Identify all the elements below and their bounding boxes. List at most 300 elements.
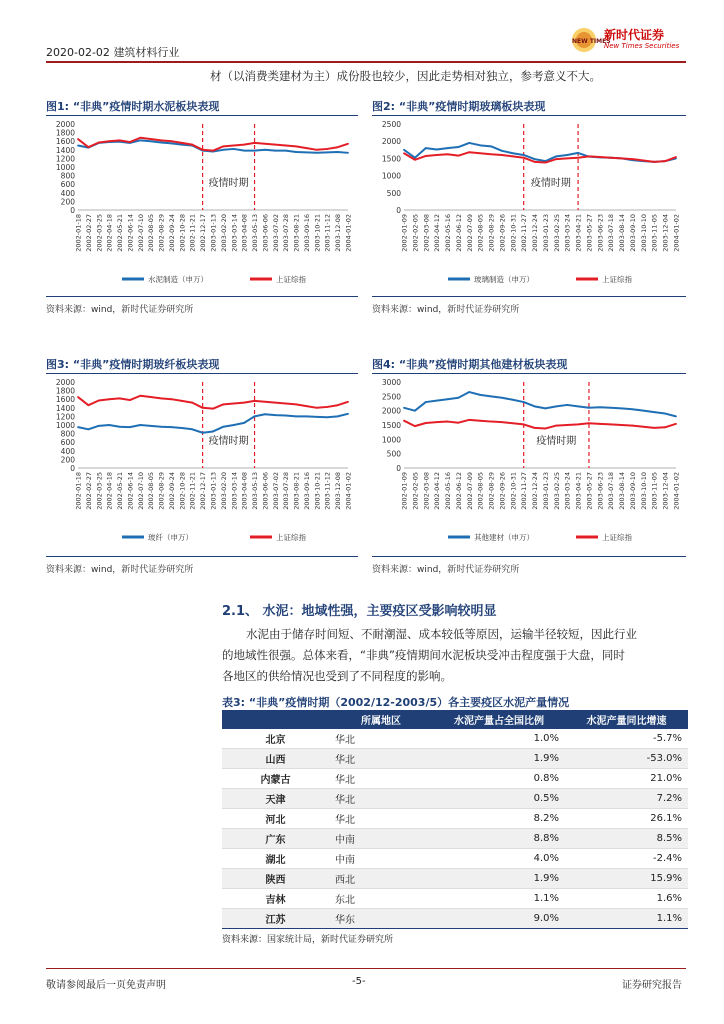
data-point (119, 426, 121, 428)
table-cell: 1.1% (433, 889, 565, 909)
x-tick-label: 2002-10-28 (178, 214, 187, 252)
series-line-0 (78, 414, 348, 433)
y-tick-label: 500 (386, 188, 401, 198)
x-tick-label: 2002-02-05 (411, 214, 420, 252)
table-source: 资料来源：国家统计局，新时代证券研究所 (222, 935, 394, 945)
x-tick-label: 2003-06-06 (261, 472, 270, 510)
data-point (479, 394, 481, 396)
data-point (87, 146, 89, 148)
x-tick-label: 2003-06-23 (596, 214, 605, 252)
data-point (632, 408, 634, 410)
table-header-cell (222, 710, 329, 729)
x-tick-label: 2003-05-13 (251, 472, 260, 510)
data-point (621, 424, 623, 426)
header-divider (46, 61, 686, 63)
data-point (512, 155, 514, 157)
table-cell: 东北 (329, 889, 433, 909)
table-cell: 21.0% (565, 769, 688, 789)
x-tick-label: 2003-03-14 (230, 214, 239, 252)
y-tick-label: 1600 (55, 137, 75, 147)
data-point (347, 143, 349, 145)
data-point (326, 406, 328, 408)
x-tick-label: 2003-11-12 (323, 214, 332, 252)
y-tick-label: 1200 (55, 154, 75, 164)
x-tick-label: 2002-09-24 (167, 214, 176, 252)
x-tick-label: 2003-09-10 (628, 472, 637, 510)
table-cell: 26.1% (565, 809, 688, 829)
data-point (610, 157, 612, 159)
data-point (468, 142, 470, 144)
data-point (534, 158, 536, 160)
y-tick-label: 200 (60, 455, 75, 465)
x-tick-label: 2003-08-14 (618, 214, 627, 252)
data-point (171, 426, 173, 428)
data-point (129, 399, 131, 401)
data-point (233, 148, 235, 150)
data-point (274, 144, 276, 146)
data-point (490, 145, 492, 147)
table-cell: 0.5% (433, 789, 565, 809)
figure-3-title (46, 356, 219, 372)
data-point (501, 397, 503, 399)
table-cell: 湖北 (222, 849, 329, 869)
data-point (653, 427, 655, 429)
data-point (403, 407, 405, 409)
data-point (664, 413, 666, 415)
x-tick-label: 2002-08-05 (147, 214, 156, 252)
table-cell: 内蒙古 (222, 769, 329, 789)
x-tick-label: 2003-07-02 (271, 213, 280, 252)
x-tick-label: 2002-02-05 (411, 472, 420, 510)
x-tick-label: 2002-09-26 (498, 472, 507, 510)
data-point (664, 160, 666, 162)
data-point (77, 396, 79, 398)
data-point (87, 404, 89, 406)
x-tick-label: 2003-05-13 (251, 214, 260, 252)
table-title: 表3: “非典”疫情时期（2002/12-2003/5）各主要疫区水泥产量情况 (222, 696, 570, 709)
data-point (555, 158, 557, 160)
x-tick-label: 2003-11-05 (650, 214, 659, 252)
data-point (254, 400, 256, 402)
data-point (306, 416, 308, 418)
data-point (202, 432, 204, 434)
x-tick-label: 2002-11-27 (520, 472, 529, 510)
table-cell: -2.4% (565, 849, 688, 869)
data-point (458, 397, 460, 399)
data-point (295, 145, 297, 147)
data-point (202, 407, 204, 409)
data-point (316, 416, 318, 418)
x-tick-label: 2003-10-10 (639, 214, 648, 252)
data-point (160, 426, 162, 428)
figure-3-bottom-rule (46, 556, 358, 557)
x-tick-label: 2003-07-28 (282, 472, 291, 510)
data-point (501, 421, 503, 423)
x-tick-label: 2002-05-21 (116, 472, 125, 510)
data-point (479, 420, 481, 422)
data-point (295, 151, 297, 153)
data-point (490, 153, 492, 155)
y-tick-label: 600 (60, 438, 75, 448)
data-point (181, 142, 183, 144)
x-tick-label: 2002-05-16 (444, 472, 453, 510)
data-point (653, 411, 655, 413)
table-cell: 4.0% (433, 849, 565, 869)
data-point (212, 408, 214, 410)
y-tick-label: 2500 (381, 392, 401, 402)
data-point (222, 145, 224, 147)
data-point (254, 150, 256, 152)
data-point (98, 400, 100, 402)
table-cell: 山西 (222, 749, 329, 769)
table-header-cell: 所属地区 (329, 710, 433, 729)
table-cell: 北京 (222, 729, 329, 749)
x-tick-label: 2003-09-10 (628, 214, 637, 252)
data-point (150, 396, 152, 398)
logo-text: NEW TIMES (572, 38, 611, 45)
data-point (191, 402, 193, 404)
y-tick-label: 1800 (55, 386, 75, 396)
y-tick-label: 0 (70, 206, 75, 215)
y-tick-label: 1500 (381, 154, 401, 164)
data-point (458, 155, 460, 157)
data-point (306, 405, 308, 407)
data-point (119, 139, 121, 141)
data-point (171, 398, 173, 400)
data-point (512, 399, 514, 401)
table-cell: 1.1% (565, 909, 688, 929)
legend-label: 玻璃制造（申万） (474, 275, 534, 284)
figure-2-bottom-rule (372, 296, 686, 297)
figure-4-title (372, 356, 567, 372)
data-point (675, 416, 677, 418)
data-point (479, 144, 481, 146)
data-point (588, 155, 590, 157)
data-point (621, 407, 623, 409)
data-point (403, 149, 405, 151)
x-tick-label: 2002-01-18 (74, 472, 83, 510)
report-date: 2020-02-02 (46, 46, 110, 59)
x-tick-label: 2002-09-26 (498, 214, 507, 252)
figure-4-text: “非典”疫情时期其他建材板块表现 (398, 358, 568, 371)
data-point (264, 413, 266, 415)
figure-1-num: 图1: (46, 100, 70, 113)
legend-label: 其他建材（申万） (474, 533, 534, 542)
table-cell: 8.2% (433, 809, 565, 829)
x-tick-label: 2002-12-17 (199, 214, 208, 252)
y-tick-label: 3000 (381, 378, 401, 387)
table-cell: 9.0% (433, 909, 565, 929)
data-point (414, 159, 416, 161)
x-tick-label: 2002-10-31 (509, 472, 518, 510)
data-point (403, 152, 405, 154)
data-point (501, 154, 503, 156)
x-tick-label: 2002-04-12 (433, 214, 442, 252)
x-tick-label: 2003-07-02 (271, 472, 280, 510)
table-row (222, 909, 688, 929)
figure-1-chart (46, 118, 358, 290)
figure-2-title (372, 98, 545, 114)
data-point (222, 403, 224, 405)
table-row (222, 829, 688, 849)
paragraph-line-1: 水泥由于储存时间短、不耐潮湿、成本较低等原因，运输半径较短，因此行业 (246, 627, 637, 641)
data-point (577, 157, 579, 159)
data-point (479, 152, 481, 154)
data-point (108, 424, 110, 426)
legend-label: 上证综指 (276, 533, 306, 542)
x-tick-label: 2002-04-18 (105, 214, 114, 252)
table-cell: 中南 (329, 849, 433, 869)
report-date-industry (46, 44, 179, 60)
data-point (191, 144, 193, 146)
x-tick-label: 2003-03-14 (230, 472, 239, 510)
table-header-row (222, 710, 688, 729)
data-point (295, 403, 297, 405)
x-tick-label: 2003-11-12 (323, 472, 332, 510)
data-point (425, 155, 427, 157)
table-cell: 华北 (329, 789, 433, 809)
figure-1-source: 资料来源：wind，新时代证券研究所 (46, 305, 194, 315)
figure-3-rule (46, 373, 358, 374)
data-point (414, 410, 416, 412)
data-point (555, 425, 557, 427)
x-tick-label: 2003-02-20 (219, 472, 228, 510)
x-tick-label: 2003-10-21 (313, 214, 322, 252)
x-tick-label: 2003-02-20 (219, 214, 228, 252)
data-point (337, 404, 339, 406)
x-tick-label: 2002-06-12 (454, 214, 463, 252)
data-point (77, 145, 79, 147)
table-cell: 8.5% (565, 829, 688, 849)
data-point (490, 421, 492, 423)
data-point (295, 416, 297, 418)
figure-2-text: “非典”疫情时期玻璃板块表现 (398, 100, 546, 113)
x-tick-label: 2003-04-08 (240, 472, 249, 510)
series-line-0 (404, 392, 676, 416)
data-point (447, 147, 449, 149)
figure-2-chart (372, 118, 686, 290)
data-point (150, 138, 152, 140)
data-point (653, 161, 655, 163)
data-point (181, 427, 183, 429)
data-point (610, 424, 612, 426)
x-tick-label: 2002-05-16 (444, 214, 453, 252)
data-point (243, 150, 245, 152)
data-point (98, 425, 100, 427)
x-tick-label: 2003-11-05 (650, 472, 659, 510)
x-tick-label: 2002-05-21 (116, 214, 125, 252)
data-point (274, 150, 276, 152)
data-point (425, 147, 427, 149)
data-point (171, 142, 173, 144)
data-point (191, 428, 193, 430)
data-point (233, 145, 235, 147)
y-tick-label: 1600 (55, 395, 75, 405)
table-cell: 华东 (329, 909, 433, 929)
data-point (139, 395, 141, 397)
x-tick-label: 2002-12-24 (531, 214, 540, 252)
x-tick-label: 2003-12-04 (661, 214, 670, 252)
data-point (264, 143, 266, 145)
x-tick-label: 2003-01-23 (541, 214, 550, 252)
x-tick-label: 2003-04-08 (240, 214, 249, 252)
data-point (264, 401, 266, 403)
data-point (326, 148, 328, 150)
data-point (160, 139, 162, 141)
epidemic-annotation: 疫情时期 (536, 436, 577, 447)
data-point (108, 140, 110, 142)
data-point (642, 160, 644, 162)
x-tick-label: 2003-09-16 (302, 472, 311, 510)
data-point (274, 414, 276, 416)
data-point (632, 425, 634, 427)
data-point (403, 420, 405, 422)
y-tick-label: 2000 (55, 378, 75, 387)
x-tick-label: 2002-06-12 (454, 472, 463, 510)
table-cell: 1.6% (565, 889, 688, 909)
data-point (566, 424, 568, 426)
x-tick-label: 2002-12-24 (531, 472, 540, 510)
brand-name: 新时代证券 (604, 28, 665, 42)
data-point (458, 146, 460, 148)
x-tick-label: 2002-11-21 (188, 472, 197, 510)
figure-4-source: 资料来源：wind，新时代证券研究所 (372, 565, 520, 575)
table-cell: 华北 (329, 769, 433, 789)
table-header-cell: 水泥产量占全国比例 (433, 710, 565, 729)
figure-3-num: 图3: (46, 358, 70, 371)
x-tick-label: 2003-04-21 (574, 472, 583, 510)
x-tick-label: 2003-07-18 (607, 214, 616, 252)
epidemic-annotation: 疫情时期 (208, 436, 249, 447)
table-cell: 河北 (222, 809, 329, 829)
intro-text: 材（以消费类建材为主）成份股也较少，因此走势相对独立，参考意义不大。 (210, 69, 601, 83)
data-point (222, 149, 224, 151)
x-tick-label: 2004-01-02 (672, 472, 681, 510)
table-cell: 中南 (329, 829, 433, 849)
data-point (512, 422, 514, 424)
data-point (316, 407, 318, 409)
x-tick-label: 2002-07-09 (465, 214, 474, 252)
series-line-1 (404, 420, 676, 429)
x-tick-label: 2002-08-29 (157, 472, 166, 510)
data-point (599, 156, 601, 158)
series-line-1 (78, 396, 348, 409)
data-point (87, 428, 89, 430)
data-point (306, 147, 308, 149)
y-tick-label: 1000 (381, 171, 401, 181)
footer-divider (46, 968, 686, 969)
data-point (534, 405, 536, 407)
data-point (119, 397, 121, 399)
data-point (181, 400, 183, 402)
figure-2-num: 图2: (372, 100, 396, 113)
table-row (222, 809, 688, 829)
x-tick-label: 2003-02-25 (552, 214, 561, 252)
data-point (436, 400, 438, 402)
x-tick-label: 2002-08-29 (487, 472, 496, 510)
data-point (425, 422, 427, 424)
x-tick-label: 2002-01-18 (74, 214, 83, 252)
x-tick-label: 2003-01-23 (541, 472, 550, 510)
data-point (347, 413, 349, 415)
data-point (129, 141, 131, 143)
data-point (642, 426, 644, 428)
table-header-cell: 水泥产量同比增速 (565, 710, 688, 729)
y-tick-label: 1000 (55, 163, 75, 172)
data-point (77, 138, 79, 140)
x-tick-label: 2003-03-24 (563, 214, 572, 252)
y-tick-label: 1000 (55, 421, 75, 430)
x-tick-label: 2002-03-08 (422, 472, 431, 510)
x-tick-label: 2003-04-21 (574, 214, 583, 252)
x-tick-label: 2004-01-02 (672, 214, 681, 252)
x-tick-label: 2003-03-24 (563, 472, 572, 510)
y-tick-label: 2000 (381, 406, 401, 416)
data-point (555, 155, 557, 157)
x-tick-label: 2002-06-14 (126, 472, 135, 510)
figure-4-num: 图4: (372, 358, 396, 371)
y-tick-label: 800 (60, 429, 75, 439)
table-cell: 广东 (222, 829, 329, 849)
x-tick-label: 2002-09-24 (167, 472, 176, 510)
data-point (77, 426, 79, 428)
x-tick-label: 2003-12-08 (334, 214, 343, 252)
data-point (98, 142, 100, 144)
table-cell: 7.2% (565, 789, 688, 809)
data-point (458, 422, 460, 424)
table-cell: -5.7% (565, 729, 688, 749)
data-point (139, 424, 141, 426)
x-tick-label: 2003-07-28 (282, 214, 291, 252)
data-point (233, 403, 235, 405)
paragraph-line-2: 的地域性很强。总体来看，“非典”疫情期间水泥板块受冲击程度强于大盘，同时 (222, 648, 625, 662)
data-point (316, 149, 318, 151)
data-point (337, 151, 339, 153)
table-row (222, 769, 688, 789)
data-point (447, 398, 449, 400)
figure-1-title (46, 98, 219, 114)
data-point (347, 152, 349, 154)
x-tick-label: 2003-08-14 (618, 472, 627, 510)
figure-3-text: “非典”疫情时期玻纤板块表现 (72, 358, 220, 371)
data-point (139, 139, 141, 141)
y-tick-label: 1000 (381, 435, 401, 445)
legend-label: 玻纤（申万） (148, 533, 193, 542)
x-tick-label: 2002-01-09 (400, 472, 409, 510)
data-point (610, 407, 612, 409)
figure-4-rule (372, 373, 686, 374)
x-tick-label: 2003-08-21 (292, 213, 301, 252)
data-point (675, 156, 677, 158)
data-point (171, 140, 173, 142)
data-point (577, 152, 579, 154)
x-tick-label: 2002-11-21 (188, 214, 197, 252)
x-tick-label: 2003-10-10 (639, 472, 648, 510)
table-cell: 1.9% (433, 869, 565, 889)
brand-name-en: New Times Securities (604, 42, 680, 50)
data-point (285, 150, 287, 152)
legend-label: 上证综指 (602, 533, 632, 542)
x-tick-label: 2003-10-21 (313, 472, 322, 510)
data-point (588, 407, 590, 409)
table-cell: 15.9% (565, 869, 688, 889)
data-point (447, 153, 449, 155)
figure-2-source: 资料来源：wind，新时代证券研究所 (372, 305, 520, 315)
x-tick-label: 2002-03-25 (95, 472, 104, 510)
x-tick-label: 2002-07-10 (136, 472, 145, 510)
data-point (212, 431, 214, 433)
series-line-1 (78, 138, 348, 151)
